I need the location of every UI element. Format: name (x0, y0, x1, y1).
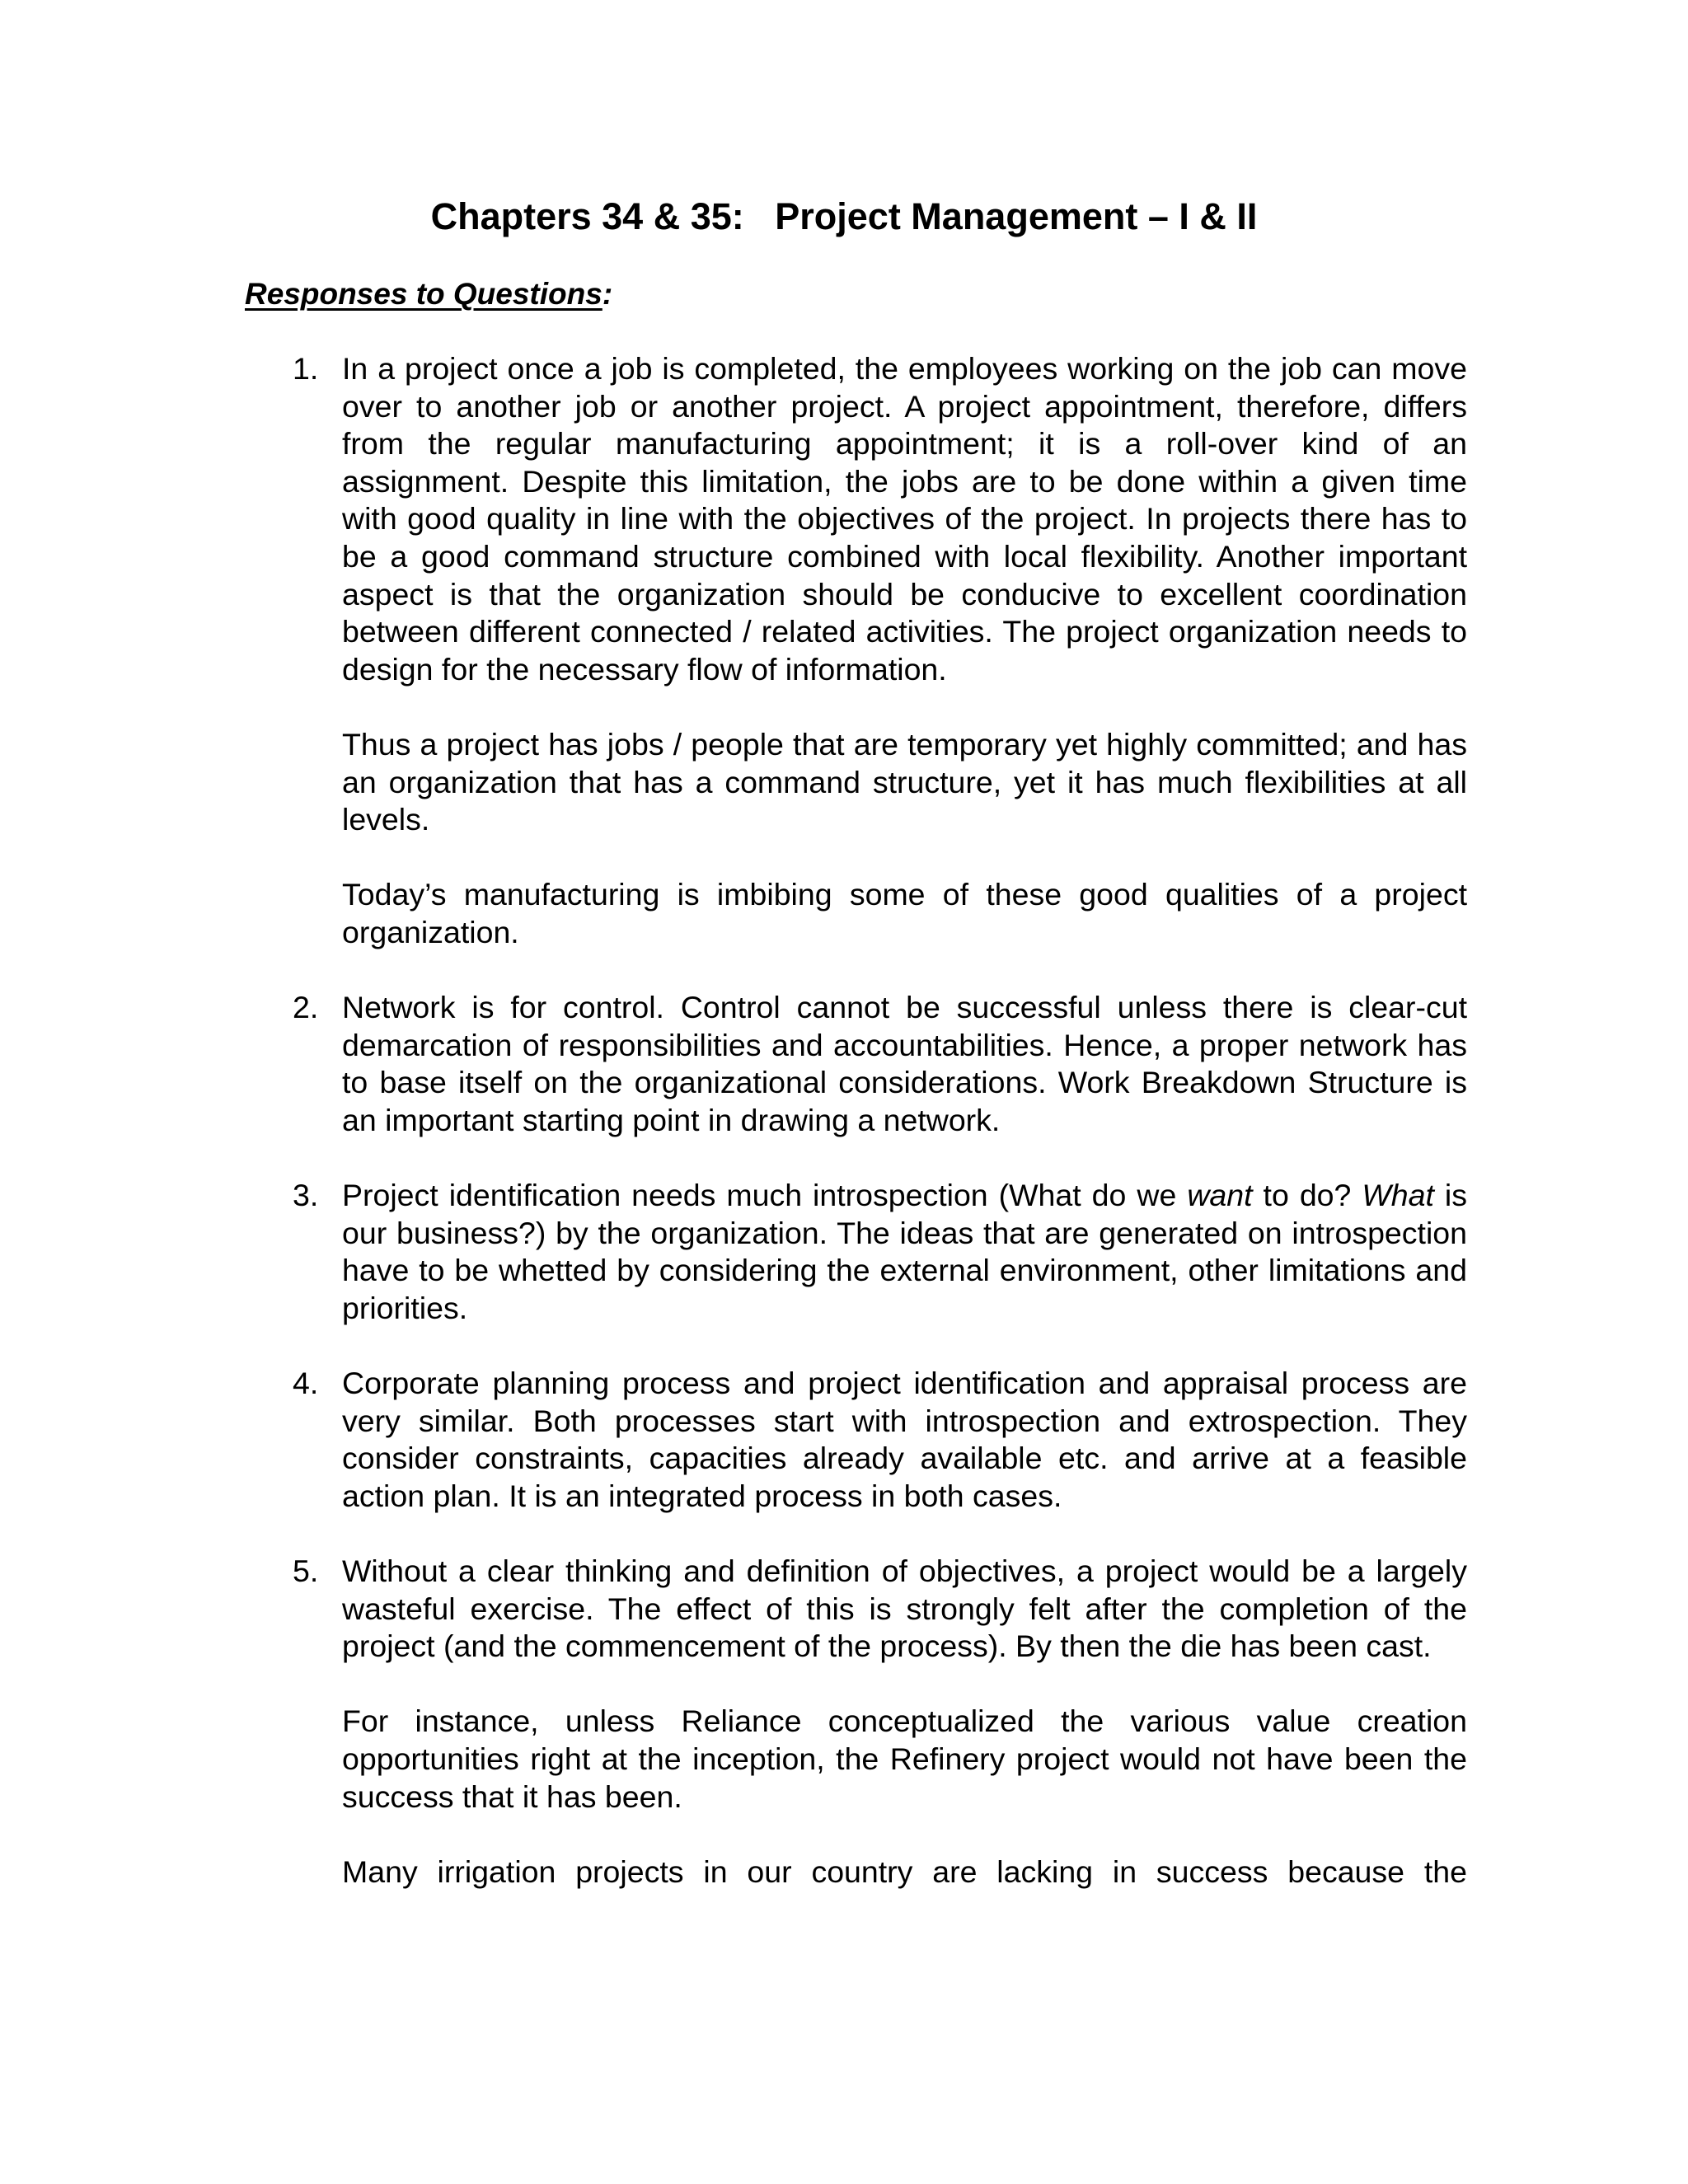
section-heading (245, 274, 612, 315)
page-title: Chapters 34 & 35: Project Management – I & II (430, 195, 1258, 237)
answer-number: 3. (293, 1178, 319, 1213)
answer-body (342, 1177, 1467, 1327)
emphasis-text: want (1187, 1178, 1253, 1213)
answer-text: to do? (1252, 1178, 1362, 1213)
answer-body (342, 1553, 1467, 1891)
answer-body (342, 1365, 1467, 1515)
answer-item-2 (293, 989, 1467, 1139)
section-heading-colon: : (602, 277, 613, 311)
answer-paragraph: Without a clear thinking and definition of objectives, a project would be a largely wasteful exercise. The effect of this is strongly felt after the completion of the project (and the commencement of the process). By then the die has been cast. (342, 1554, 1467, 1664)
answer-paragraph: Today’s manufacturing is imbibing some of these good qualities of a project organization. (342, 877, 1467, 949)
answer-paragraph (342, 1177, 1467, 1327)
answer-number: 4. (293, 1366, 319, 1401)
answer-number: 5. (293, 1554, 319, 1588)
answer-body (342, 989, 1467, 1139)
answer-item-3 (293, 1177, 1467, 1327)
answers-list (293, 350, 1467, 1929)
answer-paragraph: Many irrigation projects in our country are lacking in success because the (342, 1854, 1467, 1889)
answer-paragraph: For instance, unless Reliance conceptualized the various value creation opportunities right at the inception, the Refinery project would not have been the success that it has been. (342, 1704, 1467, 1814)
answer-number: 2. (293, 990, 319, 1025)
answer-item-5 (293, 1553, 1467, 1891)
answer-body (342, 350, 1467, 952)
answer-paragraph: Network is for control. Control cannot be successful unless there is clear-cut demarcation of responsibilities and accountabilities. Hence, a proper network has to base itself on the organizational considerations. Work Breakdown Structure is an important starting point in drawing a network. (342, 990, 1467, 1137)
answer-item-4 (293, 1365, 1467, 1515)
section-heading-text: Responses to Questions (245, 277, 603, 311)
answer-paragraph: Thus a project has jobs / people that are temporary yet highly committed; and has an organization that has a command structure, yet it has much flexibilities at all levels. (342, 726, 1467, 837)
answer-number: 1. (293, 351, 319, 386)
answer-paragraph: Corporate planning process and project identification and appraisal process are very similar. Both processes start with introspection and extrospection. They consider constraints, capacities already available etc. and arrive at a feasible action plan. It is an integrated process in both cases. (342, 1366, 1467, 1513)
emphasis-text: What (1362, 1178, 1434, 1213)
answer-item-1 (293, 350, 1467, 952)
answer-paragraph: In a project once a job is completed, the employees working on the job can move over to another job or another project. A project appointment, therefore, differs from the regular manufacturing appointment; it is a roll-over kind of an assignment. Despite this limitation, the jobs are to be done within a given time with good quality in line with the objectives of the project. In projects there has to be a good command structure combined with local flexibility. Another important aspect is that the organization should be conducive to excellent coordination between different connected / related activities. The project organization needs to design for the necessary flow of information. (342, 351, 1467, 687)
answer-text: is our business?) by the organization. The ideas that are generated on introspection have to be whetted by considering the external environment, other limitations and priorities. (342, 1178, 1468, 1325)
answer-text: Project identification needs much introspection (What do we (342, 1178, 1188, 1213)
